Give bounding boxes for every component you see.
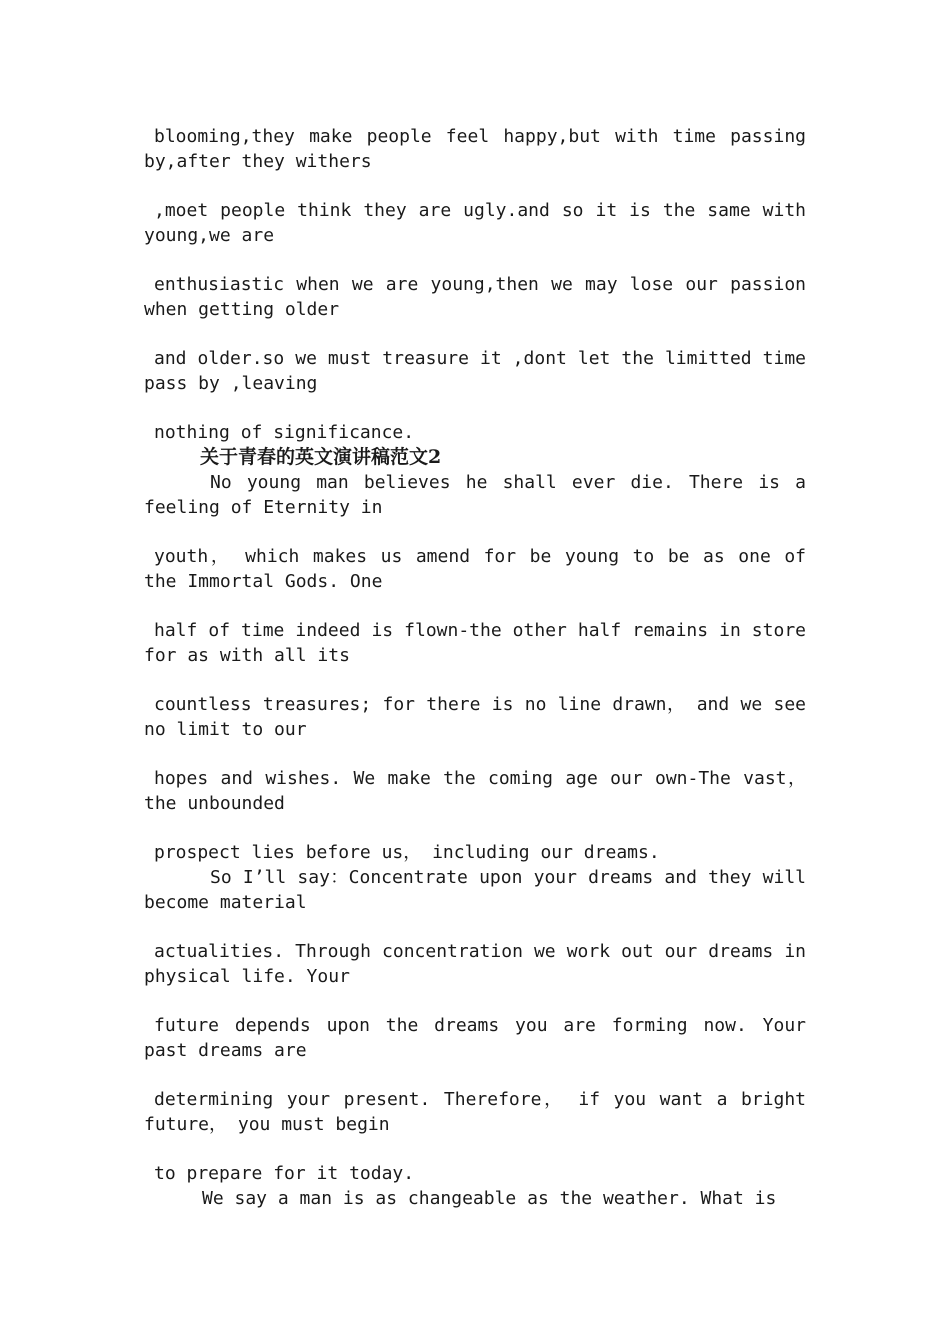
body-paragraph: actualities. Through concentration we work out our dreams in physical life. Your bbox=[144, 941, 806, 987]
document-body bbox=[144, 124, 806, 1211]
body-paragraph: No young man believes he shall ever die. There is a feeling of Eternity in bbox=[144, 472, 806, 518]
body-paragraph: enthusiastic when we are young,then we may lose our passion when getting older bbox=[144, 274, 806, 320]
body-paragraph: hopes and wishes. We make the coming age our own-The vast， the unbounded bbox=[144, 768, 806, 814]
body-paragraph: So I’ll say：Concentrate upon your dreams and they will become material bbox=[144, 867, 806, 913]
body-paragraph: nothing of significance. bbox=[154, 422, 415, 443]
body-paragraph: ,moet people think they are ugly.and so it is the same with young,we are bbox=[144, 200, 806, 246]
body-paragraph: prospect lies before us， including our dreams. bbox=[154, 842, 660, 863]
body-paragraph: countless treasures; for there is no line drawn， and we see no limit to our bbox=[144, 694, 806, 740]
body-paragraph: and older.so we must treasure it ,dont let the limitted time pass by ,leaving bbox=[144, 348, 806, 394]
body-paragraph: We say a man is as changeable as the weather. What is bbox=[202, 1188, 777, 1209]
body-paragraph: determining your present. Therefore， if you want a bright future， you must begin bbox=[144, 1089, 806, 1135]
section-heading: 关于青春的英文演讲稿范文2 bbox=[200, 446, 442, 468]
body-paragraph: future depends upon the dreams you are forming now. Your past dreams are bbox=[144, 1015, 806, 1061]
body-paragraph: blooming,they make people feel happy,but with time passing by,after they withers bbox=[144, 126, 806, 172]
body-paragraph: to prepare for it today. bbox=[154, 1163, 415, 1184]
body-paragraph: youth， which makes us amend for be young to be as one of the Immortal Gods. One bbox=[144, 546, 806, 592]
body-paragraph: half of time indeed is flown-the other half remains in store for as with all its bbox=[144, 620, 806, 666]
